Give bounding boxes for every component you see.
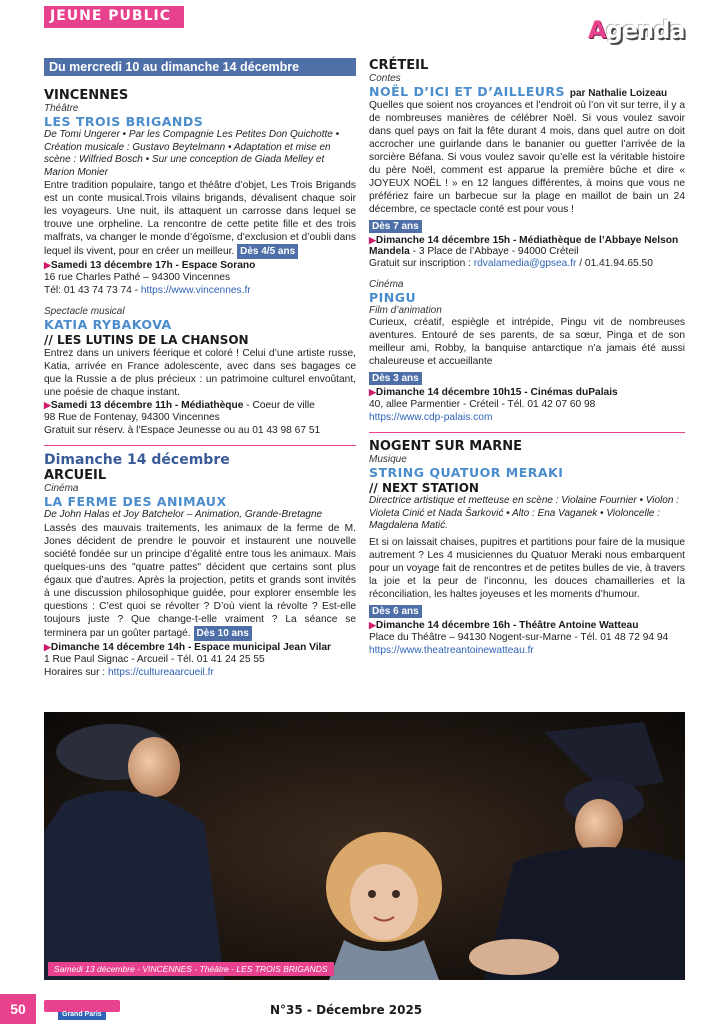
event-contact: Horaires sur : https://cultureaarcueil.fr	[44, 666, 214, 678]
event-credits: De Tomi Ungerer • Par les Compagnie Les Petites Don Quichotte • Création musicale : Gustavo Beytelmann • Adaptation et mise en scène : Wilfried Bosch • Sur une conception de Giada Melley et Marion Monier	[44, 129, 340, 178]
event-description: Entre tradition populaire, tango et théâtre d’objet, Les Trois Brigands est un conte musical.Trois vilains brigands, dévalisent chaque soir les voyageurs. Une nuit, ils attaquent un carrosse dans lequel se trouve une orpheline. La rencontre de cette petite fille et des trois malfrats, va changer le monde d’égoïsme, d’exclusion et d’oubli dans lequel ils vivent, pour en créer un meilleur. Dès 4/5 ans	[44, 180, 356, 257]
event-description: Lassés des mauvais traitements, les animaux de la ferme de M. Jones décident de prendre le pouvoir et instaurent une nouvelle société fondée sur un principe d’égalité entre tous les animaux. Mais quelques-uns des "quatre pattes" décident que certains sont plus égaux que d’autres. Après la projection, petits et grands sont invités à une discussion philosophique guidée, pour explorer ensemble les questions : C’est quoi se révolter ? D’où vient la révolte ? Est-elle toujours juste ? Que change-t-elle vraiment ? La séance se terminera par un goûter partagé. Dès 10 ans	[44, 522, 356, 639]
event-description: Quelles que soient nos croyances et l’endroit où l’on vit sur terre, il y a de nombreuses manières de célébrer Noël. Si vous voulez savoir dans quel pays on fait la fête durant 4 mois, dans quel autre on doit accrocher une guirlande dans le bananier ou guetter l’arrivée de la sorcière Béfana. Si vous voulez savoir qu’elle est la véritable histoire du père Noël, comment est apparue la première bûche et dire « JOYEUX NOËL ! » en 12 langues différentes, à moins que vous ne préfériez faire un barbecue sur la plage en maillot de bain un 24 décembre, ce spectacle conté est pour vous !	[369, 100, 685, 215]
event-credits: De John Halas et Joy Batchelor – Animation, Grande-Bretagne	[44, 509, 323, 520]
event-title: LA FERME DES ANIMAUX	[44, 494, 227, 509]
event-address: Place du Théâtre – 94130 Nogent-sur-Marne - Tél. 01 48 72 94 94	[369, 631, 669, 643]
event-schedule: ▶Samedi 13 décembre 11h - Médiathèque - Coeur de ville	[44, 400, 315, 411]
city-heading: NOGENT SUR MARNE	[369, 439, 522, 454]
age-badge: Dès 3 ans	[369, 372, 422, 385]
event-address: 40, allee Parmentier - Créteil - Tél. 01 42 07 60 98	[369, 399, 596, 410]
agenda-initial: A	[588, 16, 606, 44]
event-link[interactable]: https://www.cdp-palais.com	[369, 412, 493, 423]
section-divider	[369, 432, 685, 433]
event-title: LES TROIS BRIGANDS	[44, 114, 204, 129]
agenda-rest: genda	[605, 16, 685, 44]
event-schedule: ▶Samedi 13 décembre 17h - Espace Sorano	[44, 260, 256, 271]
event-subgenre: Film d’animation	[369, 305, 442, 316]
event-description: Et si on laissait chaises, pupitres et partitions pour faire de la musique autrement ? Les 4 musiciennes du Quatuor Meraki nous embarquent pour un voyage fait de rencontres et de petites bulles de vie, à travers la joie et la peur de l’inconnu, les douces chamailleries et la réconciliation, les haltes joyeuses et les moments d’humour.	[369, 536, 685, 600]
date-heading: Dimanche 14 décembre	[44, 452, 230, 468]
triangle-icon: ▶	[369, 619, 376, 630]
age-badge: Dès 10 ans	[194, 626, 252, 641]
stage-scene-illustration	[44, 712, 685, 980]
photo-caption: Samedi 13 décembre - VINCENNES - Théâtre - LES TROIS BRIGANDS	[48, 962, 334, 976]
event-address: 16 rue Charles Pathé – 94300 Vincennes	[44, 272, 231, 283]
event-subtitle: // NEXT STATION	[369, 481, 479, 495]
event-contact: Gratuit sur inscription : rdvalamedia@gpsea.fr / 01.41.94.65.50	[369, 258, 653, 269]
event-genre: Cinéma	[44, 483, 79, 494]
event-schedule: ▶Dimanche 14 décembre 14h - Espace municipal Jean Vilar	[44, 641, 332, 653]
event-title: PINGU	[369, 290, 417, 305]
event-schedule: ▶Dimanche 14 décembre 15h - Médiathèque de l’Abbaye Nelson Mandela - 3 Place de l’Abbaye - 94000 Créteil	[369, 235, 679, 257]
event-schedule: ▶Dimanche 14 décembre 10h15 - Cinémas duPalais	[369, 387, 618, 398]
event-author: par Nathalie Loizeau	[569, 88, 668, 99]
city-heading: ARCUEIL	[44, 468, 107, 483]
event-title: STRING QUATUOR MERAKI	[369, 465, 564, 480]
triangle-icon: ▶	[369, 235, 376, 245]
triangle-icon: ▶	[44, 260, 51, 270]
event-link[interactable]: https://www.vincennes.fr	[140, 285, 251, 296]
age-badge: Dès 6 ans	[369, 605, 422, 618]
city-heading: CRÉTEIL	[369, 58, 429, 73]
event-title: KATIA RYBAKOVA	[44, 317, 172, 332]
event-subtitle: // LES LUTINS DE LA CHANSON	[44, 333, 249, 347]
event-address: 1 Rue Paul Signac - Arcueil - Tél. 01 41 24 25 55	[44, 653, 265, 665]
magazine-logo	[44, 1000, 120, 1020]
event-link[interactable]: https://www.theatreantoinewatteau.fr	[369, 644, 534, 656]
event-genre: Musique	[369, 454, 407, 465]
event-credits: Directrice artistique et metteuse en scène : Violaine Fournier • Violon : Violeta Cinić et Nada Šarković • Alto : Ena Vaganek • Violoncelle : Magdalena Matić.	[369, 495, 679, 531]
event-link[interactable]: https://cultureaarcueil.fr	[107, 666, 214, 678]
page-number: 50	[0, 994, 36, 1024]
triangle-icon: ▶	[369, 387, 376, 397]
right-column	[369, 58, 685, 657]
section-divider	[44, 445, 356, 446]
age-badge: Dès 4/5 ans	[237, 244, 298, 259]
event-address: 98 Rue de Fontenay, 94300 Vincennes	[44, 412, 220, 423]
event-description: Curieux, créatif, espiègle et intrépide, Pingu vit de nombreuses aventures. Entouré de ses parents, de sa sœur, Pinga et de son meilleur ami, Robby, la banquise antarctique n’a jamais été aussi chaleureuse et accueillante	[369, 317, 685, 367]
event-description: Entrez dans un univers féerique et coloré ! Celui d’une artiste russe, Katia, arrivée en France adolescente, avec dans ses bagages ce que la Russie a de plus précieux : un patrimoine culturel envoûtant, une poésie de chaque instant.	[44, 348, 356, 398]
event-genre: Contes	[369, 73, 401, 84]
event-note: Gratuit sur réserv. à l’Espace Jeunesse ou au 01 43 98 67 51	[44, 425, 321, 436]
event-email[interactable]: rdvalamedia@gpsea.fr	[473, 258, 577, 269]
event-title: NOËL D’ICI ET D’AILLEURS par Nathalie Loizeau	[369, 84, 668, 99]
left-column	[44, 58, 356, 679]
triangle-icon: ▶	[44, 641, 51, 652]
event-genre: Spectacle musical	[44, 306, 125, 317]
issue-label: N°35 - Décembre 2025	[270, 1003, 423, 1017]
event-contact: Tél: 01 43 74 73 74 - https://www.vincennes.fr	[44, 285, 251, 296]
logo-text: Grand Paris	[62, 1011, 102, 1018]
agenda-logo	[588, 16, 685, 44]
age-badge: Dès 7 ans	[369, 220, 422, 233]
triangle-icon: ▶	[44, 400, 51, 410]
section-tag: JEUNE PUBLIC	[44, 6, 184, 28]
date-range-banner: Du mercredi 10 au dimanche 14 décembre	[44, 58, 356, 76]
event-genre: Théâtre	[44, 103, 79, 114]
show-photo	[44, 712, 685, 980]
event-genre: Cinéma	[369, 279, 404, 290]
event-schedule: ▶Dimanche 14 décembre 16h - Théâtre Antoine Watteau	[369, 619, 639, 631]
city-heading: VINCENNES	[44, 88, 129, 103]
